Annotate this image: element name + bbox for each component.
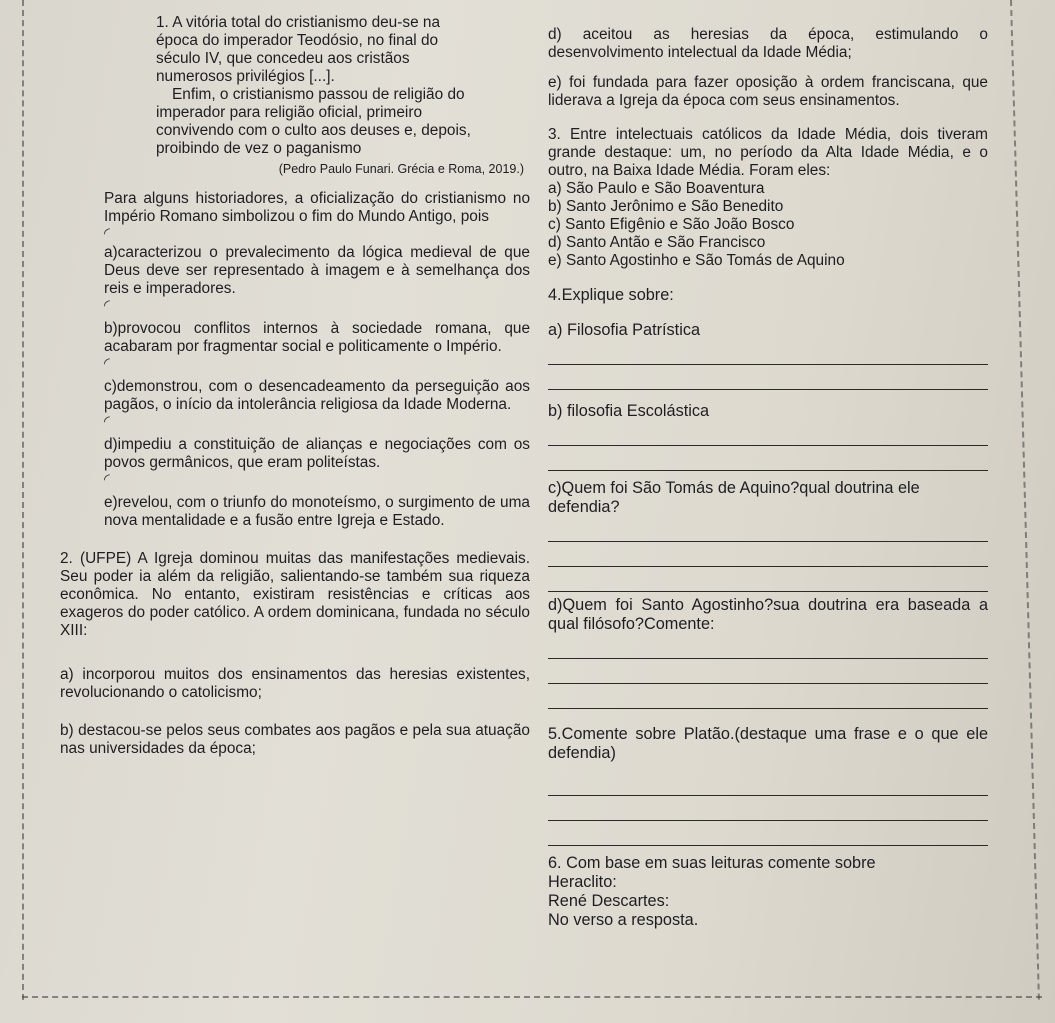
question-3-option-a: a) São Paulo e São Boaventura <box>548 180 765 197</box>
cut-line-left <box>22 0 24 1000</box>
question-6-note: No verso a resposta. <box>548 911 699 929</box>
question-2-option-d: d) aceitou as heresias da época, estimulando o desenvolvimento intelectual da Idade Média; <box>548 26 988 61</box>
blank-mark: ◜ <box>104 297 110 314</box>
quote-line: proibindo de vez o paganismo <box>156 140 362 157</box>
quote-line: convivendo com o culto aos deuses e, depois, <box>156 122 471 139</box>
question-1-option-d: d)impediu a constituição de alianças e negociações com os povos germânicos, que eram politeístas. <box>104 436 530 471</box>
answer-line[interactable] <box>548 775 988 796</box>
question-4-d: d)Quem foi Santo Agostinho?sua doutrina era baseada a qual filósofo?Comente: <box>548 596 988 633</box>
blank-mark: ◜ <box>104 413 110 430</box>
question-4-a: a) Filosofia Patrística <box>548 321 701 339</box>
question-2-option-e: e) foi fundada para fazer oposição à ordem franciscana, que liderava a Igreja da época com seus ensinamentos. <box>548 74 988 109</box>
question-3-option-e: e) Santo Agostinho e São Tomás de Aquino <box>548 252 845 269</box>
question-1-option-e: e)revelou, com o triunfo do monoteísmo, o surgimento de uma nova mentalidade e a fusão entre Igreja e Estado. <box>104 494 530 529</box>
cut-line-right <box>1010 0 1040 1000</box>
question-3-option-d: d) Santo Antão e São Francisco <box>548 234 766 251</box>
quote-line: numerosos privilégios [...]. <box>156 68 335 85</box>
question-2-option-b: b) destacou-se pelos seus combates aos pagãos e pela sua atuação nas universidades da época; <box>60 722 530 757</box>
answer-line[interactable] <box>548 344 988 365</box>
question-3-option-b: b) Santo Jerônimo e São Benedito <box>548 198 784 215</box>
question-6-title: 6. Com base em suas leituras comente sobre <box>548 854 876 872</box>
answer-line[interactable] <box>548 663 988 684</box>
answer-line[interactable] <box>548 688 988 709</box>
quote-line: século IV, que concedeu aos cristãos <box>156 50 410 67</box>
cut-line-bottom <box>22 996 1042 998</box>
answer-line[interactable] <box>548 800 988 821</box>
question-2-stem: 2. (UFPE) A Igreja dominou muitas das manifestações medievais. Seu poder ia além da religião, salientando-se também sua riqueza econômica. No entanto, existiram resistências e críticas aos exageros do poder católico. A ordem dominicana, fundada no século XIII: <box>60 550 530 639</box>
question-3-stem: 3. Entre intelectuais católicos da Idade Média, dois tiveram grande destaque: um, no período da Alta Idade Média, e o outro, na Baixa Idade Média. Foram eles: <box>548 126 988 179</box>
blank-mark: ◜ <box>104 471 110 488</box>
question-4-title: 4.Explique sobre: <box>548 286 674 304</box>
question-4-b: b) filosofia Escolástica <box>548 402 710 420</box>
question-4-c: c)Quem foi São Tomás de Aquino?qual doutrina ele defendia? <box>548 479 920 516</box>
right-column <box>548 26 988 930</box>
question-6-heraclito: Heraclito: <box>548 873 617 891</box>
quote-line: Enfim, o cristianismo passou de religião do <box>172 86 465 103</box>
question-1-option-a: a)caracterizou o prevalecimento da lógica medieval de que Deus deve ser representado à imagem e à semelhança dos reis e imperadores. <box>104 244 530 297</box>
quote-citation: (Pedro Paulo Funari. Grécia e Roma, 2019.) <box>278 162 524 176</box>
answer-line[interactable] <box>548 638 988 659</box>
answer-line[interactable] <box>548 521 988 542</box>
question-2-option-a: a) incorporou muitos dos ensinamentos das heresias existentes, revolucionando o catolicismo; <box>60 666 530 701</box>
answer-line[interactable] <box>548 369 988 390</box>
quote-line: época do imperador Teodósio, no final do <box>156 32 439 49</box>
answer-line[interactable] <box>548 450 988 471</box>
blank-mark: ◜ <box>104 355 110 372</box>
question-5: 5.Comente sobre Platão.(destaque uma frase e o que ele defendia) <box>548 725 988 762</box>
question-1-option-c: c)demonstrou, com o desencadeamento da perseguição aos pagãos, o início da intolerância religiosa da Idade Moderna. <box>104 378 530 413</box>
question-6-descartes: René Descartes: <box>548 892 670 910</box>
quote-line: imperador para religião oficial, primeiro <box>156 104 423 121</box>
answer-line[interactable] <box>548 546 988 567</box>
quote-line: 1. A vitória total do cristianismo deu-se na <box>156 14 441 31</box>
question-3-option-c: c) Santo Efigênio e São João Bosco <box>548 216 795 233</box>
answer-line[interactable] <box>548 571 988 592</box>
answer-line[interactable] <box>548 825 988 846</box>
question-1-quote <box>60 14 530 178</box>
question-1-option-b: b)provocou conflitos internos à sociedade romana, que acabaram por fragmentar social e politicamente o Império. <box>104 320 530 355</box>
left-column <box>60 14 530 758</box>
answer-line[interactable] <box>548 425 988 446</box>
blank-mark: ◜ <box>104 225 110 242</box>
question-1-stem: Para alguns historiadores, a oficialização do cristianismo no Império Romano simbolizou o fim do Mundo Antigo, pois <box>104 190 530 225</box>
